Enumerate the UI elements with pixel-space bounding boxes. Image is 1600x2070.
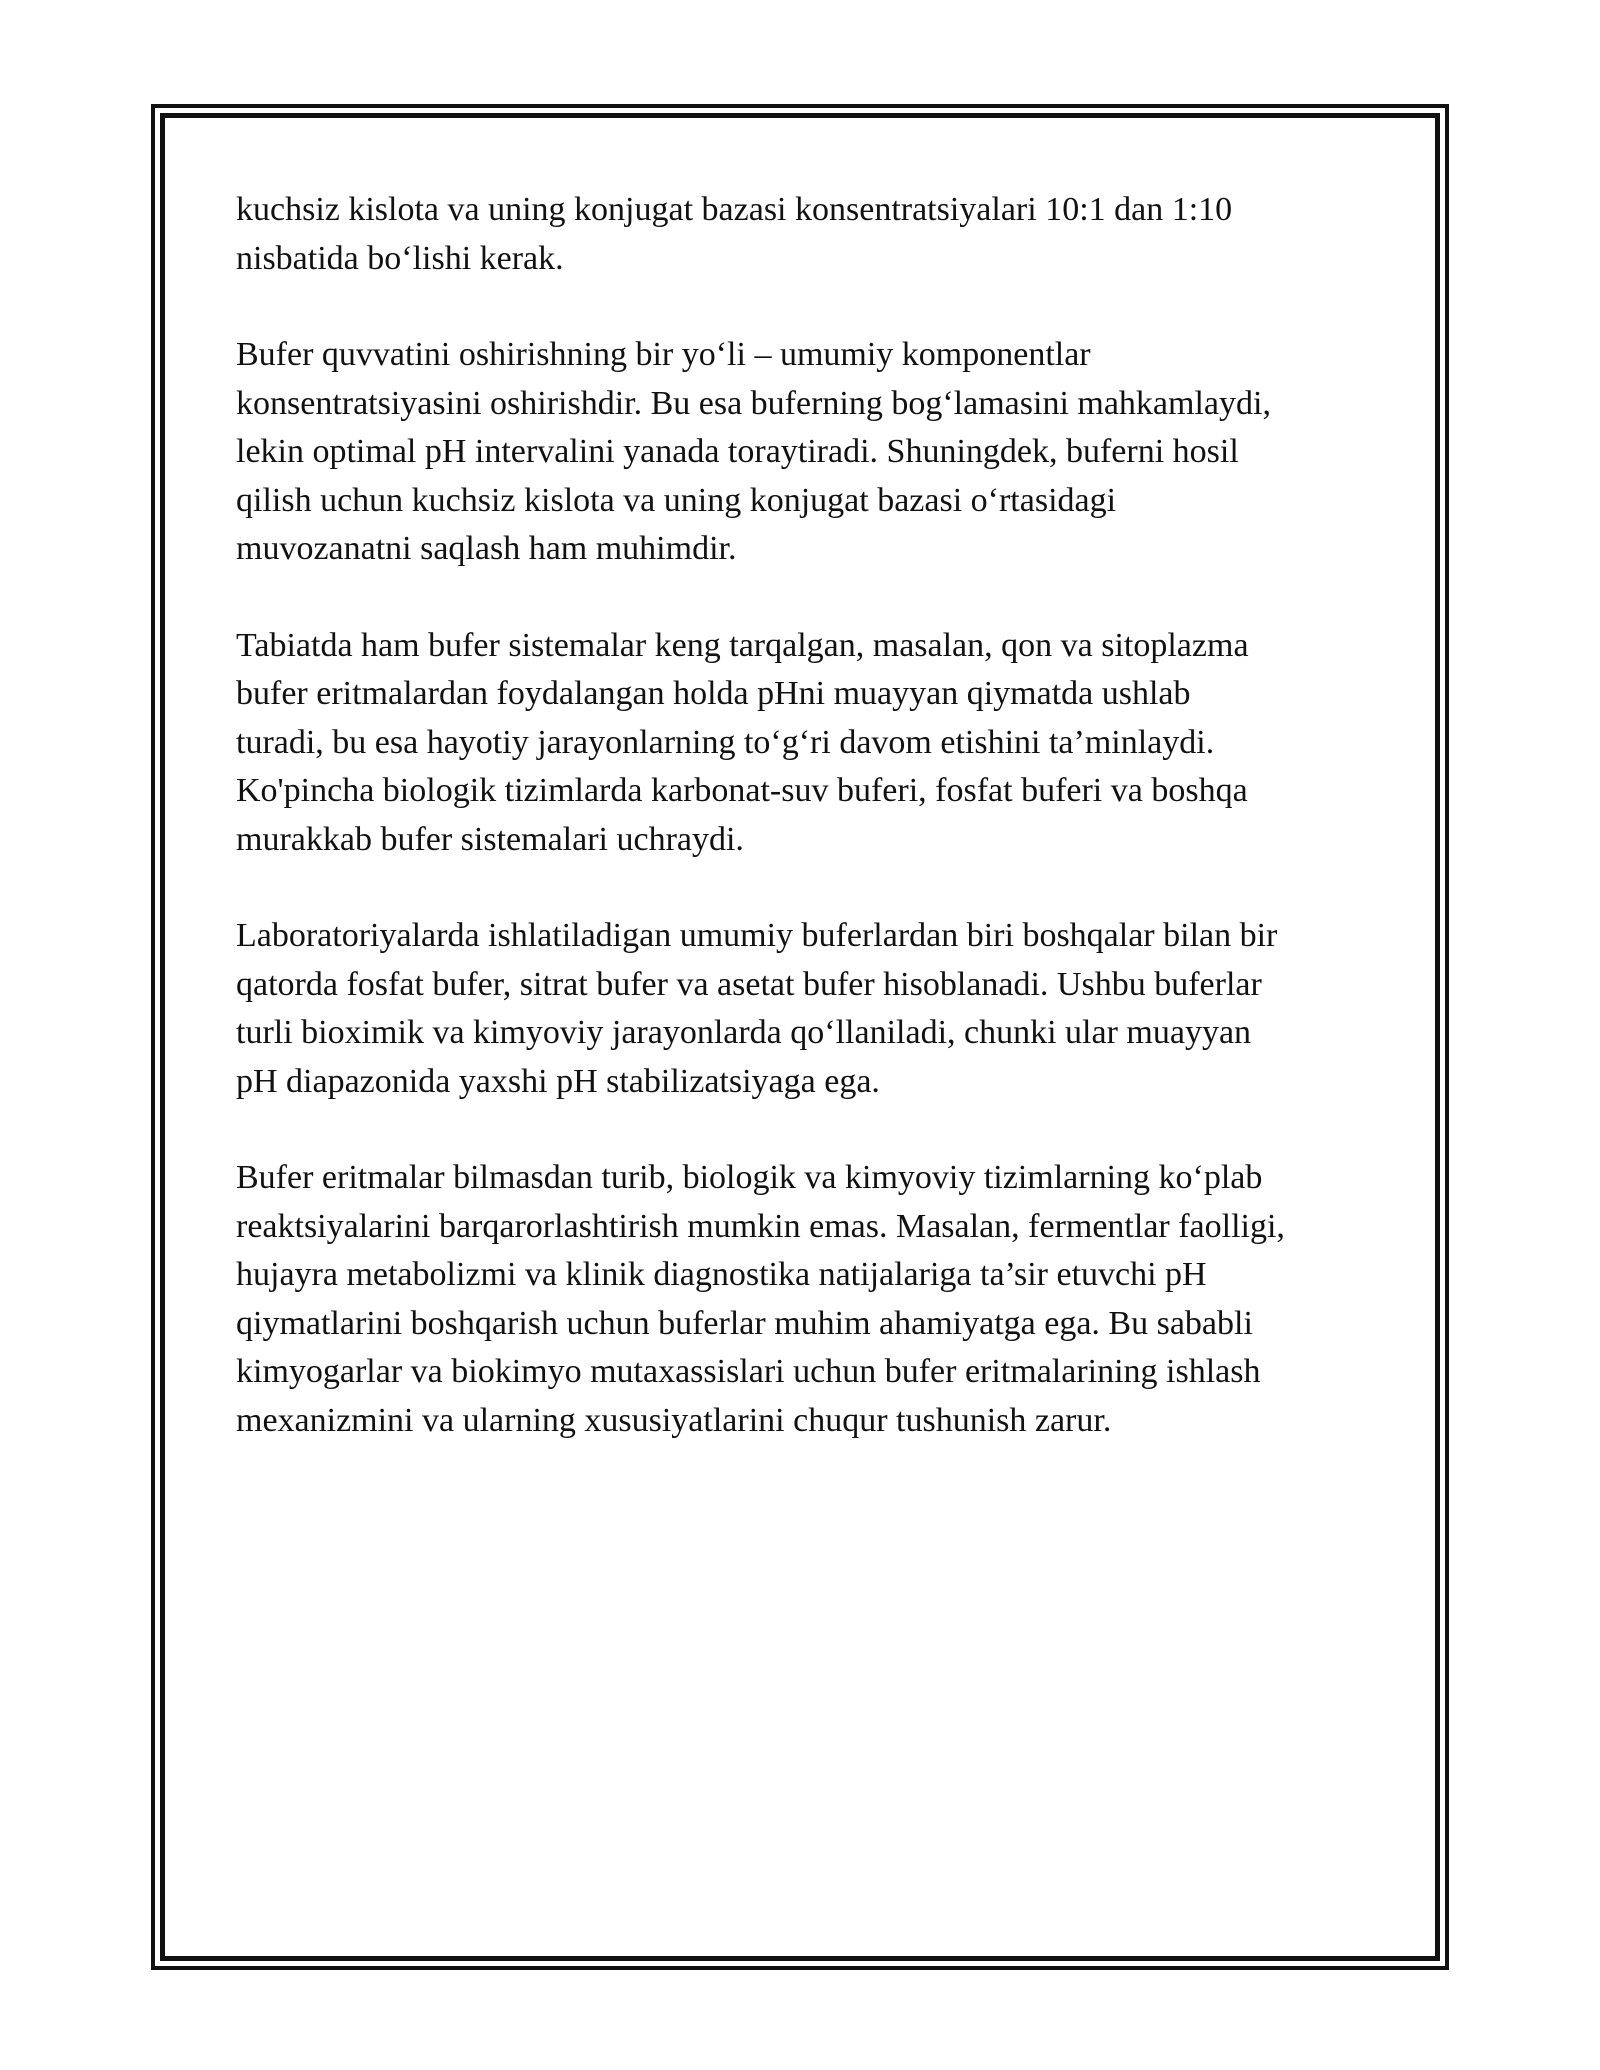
paragraph-buffer-importance: Bufer eritmalar bilmasdan turib, biologik va kimyoviy tizimlarning ko‘plab reaktsiyalarini barqarorlashtirish mumkin emas. Masalan, fermentlar faolligi, hujayra metabolizmi va klinik diagnostika natijalariga ta’sir etuvchi pH qiymatlarini boshqarish uchun buferlar muhim ahamiyatga ega. Bu sababli kimyogarlar va biokimyo mutaxassislari uchun bufer eritmalarining ishlash mexanizmini va ularning xususiyatlarini chuqur tushunish zarur.: [236, 1159, 1285, 1439]
paragraph-natural-buffers: Tabiatda ham bufer sistemalar keng tarqalgan, masalan, qon va sitoplazma bufer eritmalardan foydalangan holda pHni muayyan qiymatda ushlab turadi, bu esa hayotiy jarayonlarning to‘g‘ri davom etishini ta’minlaydi. Ko'pincha biologik tizimlarda karbonat-suv buferi, fosfat buferi va boshqa murakkab bufer sistemalari uchraydi.: [236, 626, 1249, 858]
paragraph-buffer-capacity: Bufer quvvatini oshirishning bir yo‘li – umumiy komponentlar konsentratsiyasini oshirishdir. Bu esa buferning bog‘lamasini mahkamlaydi, lekin optimal pH intervalini yanada toraytiradi. Shuningdek, buferni hosil qilish uchun kuchsiz kislota va uning konjugat bazasi o‘rtasidagi muvozanatni saqlash ham muhimdir.: [236, 336, 1271, 567]
paragraph-laboratory-buffers: Laboratoriyalarda ishlatiladigan umumiy buferlardan biri boshqalar bilan bir qatorda fosfat bufer, sitrat bufer va asetat bufer hisoblanadi. Ushbu buferlar turli bioximik va kimyoviy jarayonlarda qo‘llaniladi, chunki ular muayyan pH diapazonida yaxshi pH stabilizatsiyaga ega.: [236, 917, 1278, 1100]
document-body: [236, 186, 1386, 1493]
paragraph-buffer-ratio: kuchsiz kislota va uning konjugat bazasi konsentratsiyalari 10:1 dan 1:10 nisbatida bo‘lishi kerak.: [236, 191, 1233, 277]
